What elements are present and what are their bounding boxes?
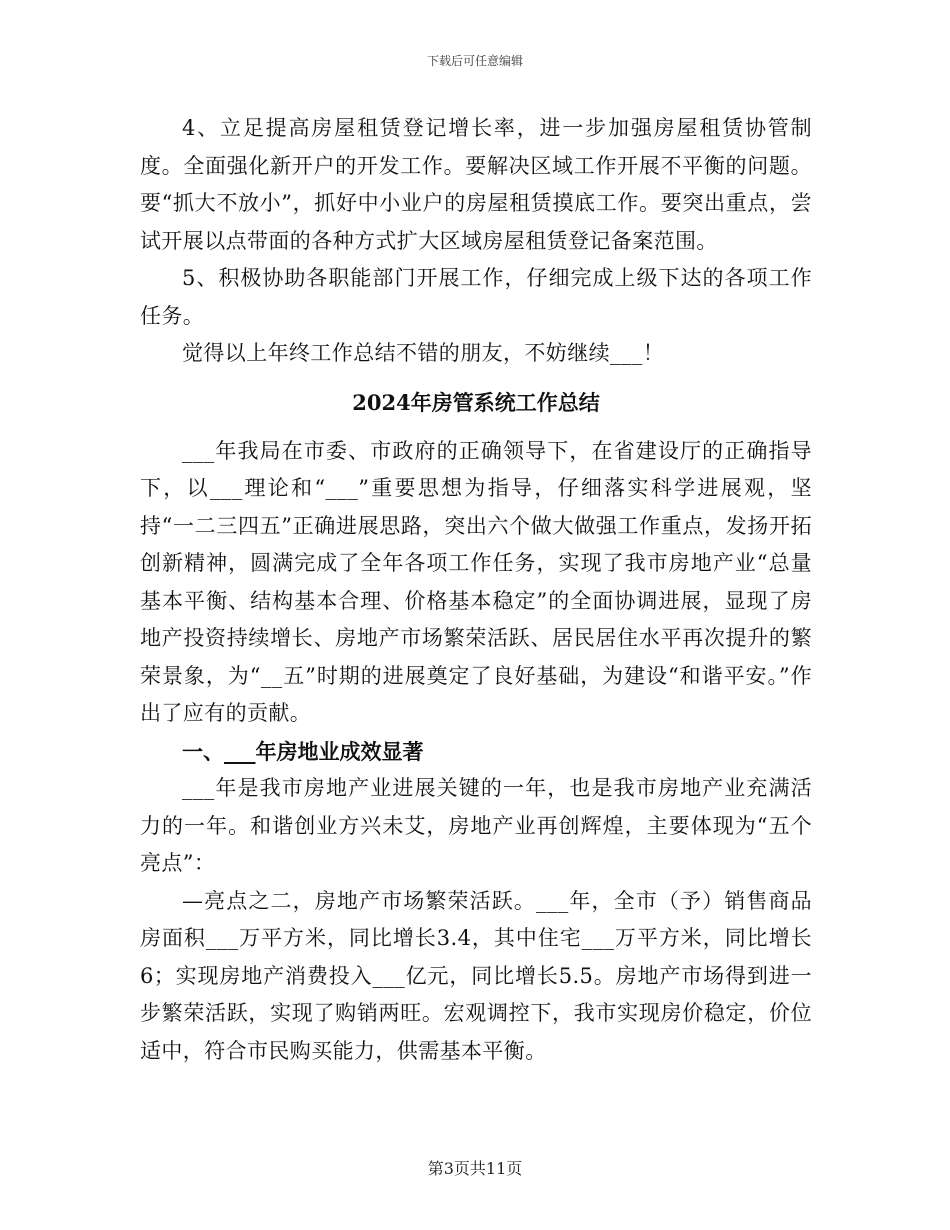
- paragraph-item-5: 5、积极协助各职能部门开展工作，仔细完成上级下达的各项工作任务。: [140, 266, 812, 328]
- paragraph-intro: ___年我局在市委、市政府的正确领导下，在省建设厅的正确指导下，以___理论和“___”重要思想为指导，仔细落实科学进展观，坚持“一二三四五”正确进展思路，突出六个做大做强工作重点，发扬开拓创新精神，圆满完成了全年各项工作任务，实现了我市房地产业“总量基本平衡、结构基本合理、价格基本稳定”的全面协调进展，显现了房地产投资持续增长、房地产市场繁荣活跃、居民居住水平再次提升的繁荣景象，为“__五”时期的进展奠定了良好基础，为建设“和谐平安。”作出了应有的贡献。: [140, 438, 812, 725]
- paragraph-closing-note: 觉得以上年终工作总结不错的朋友，不妨继续___！: [182, 341, 665, 365]
- document-body: [140, 110, 812, 1070]
- paragraph-item-4: 4、立足提高房屋租赁登记增长率，进一步加强房屋租赁协管制度。全面强化新开户的开发工作。要解决区域工作开展不平衡的问题。要“抓大不放小”，抓好中小业户的房屋租赁摸底工作。要突出重点，尝试开展以点带面的各种方式扩大区域房屋租赁登记备案范围。: [140, 116, 812, 253]
- paragraph-section1-intro: ___年是我市房地产业进展关键的一年，也是我市房地产业充满活力的一年。和谐创业方兴未艾，房地产业再创辉煌，主要体现为“五个亮点”：: [140, 776, 812, 875]
- paragraph-highlight-market: —亮点之二，房地产市场繁荣活跃。___年，全市（予）销售商品房面积___万平方米，同比增长3.4，其中住宅___万平方米，同比增长6；实现房地产消费投入___亿元，同比增长5.5。房地产市场得到进一步繁荣活跃，实现了购销两旺。宏观调控下，我市实现房价稳定，价位适中，符合市民购买能力，供需基本平衡。: [140, 888, 812, 1063]
- page-header: 下载后可任意编辑: [426, 54, 523, 68]
- page-number: 第3页共11页: [427, 1159, 523, 1178]
- section-heading-1: 一、___年房地业成效显著: [182, 738, 424, 764]
- document-title: 2024年房管系统工作总结: [352, 389, 600, 415]
